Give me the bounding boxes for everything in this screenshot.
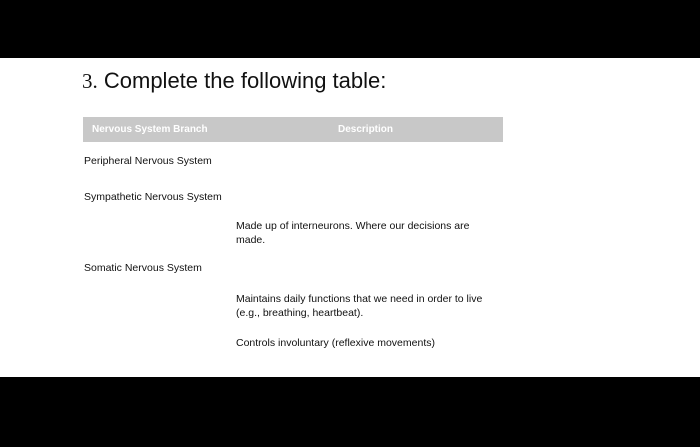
table-header (83, 117, 503, 142)
description-cell: Controls involuntary (reflexive movements) (236, 337, 435, 349)
header-branch: Nervous System Branch (92, 124, 208, 135)
question-heading (82, 68, 386, 94)
branch-cell: Sympathetic Nervous System (84, 191, 222, 203)
branch-cell: Peripheral Nervous System (84, 155, 212, 167)
question-text: Complete the following table: (103, 68, 387, 93)
question-number: 3. (82, 69, 98, 93)
slide-page (0, 58, 700, 377)
description-cell: Maintains daily functions that we need in order to live (e.g., breathing, heartbeat). (236, 293, 483, 319)
description-cell: Made up of interneurons. Where our decisions are made. (236, 220, 470, 246)
bottom-letterbox (0, 377, 700, 447)
top-letterbox (0, 0, 700, 58)
header-description: Description (338, 124, 394, 135)
branch-cell: Somatic Nervous System (84, 262, 202, 274)
